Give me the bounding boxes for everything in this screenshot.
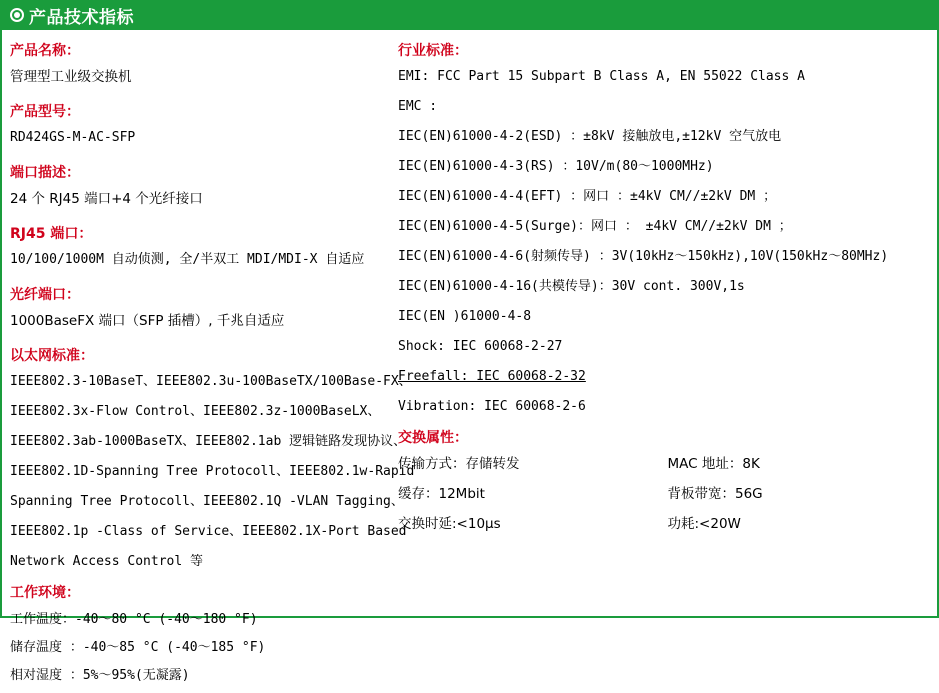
section-fiber-port (10, 284, 398, 331)
section-industry-standards (398, 40, 937, 417)
section-product-name (10, 40, 398, 87)
ethernet-line: IEEE802.3-10BaseT、IEEE802.3u-100BaseTX/100Base-FX、 (10, 374, 412, 389)
section-heading: 光纤端口： (10, 287, 80, 303)
section-rj45-port (10, 223, 398, 270)
right-column (398, 40, 937, 693)
industry-line: EMC : (398, 99, 438, 114)
section-body: 管理型工业级交换机 (10, 69, 132, 85)
section-heading: 工作环境： (10, 585, 80, 601)
left-column (2, 40, 415, 693)
industry-line: EMI: FCC Part 15 Subpart B Class A, EN 55022 Class A (398, 69, 805, 84)
industry-line: Freefall: IEC 60068-2-32 (398, 369, 586, 384)
ethernet-line: IEEE802.1p -Class of Service、IEEE802.1X-Port Based (10, 524, 407, 539)
section-working-environment (10, 582, 398, 687)
content-columns (2, 30, 937, 693)
section-heading: 交换属性： (398, 430, 468, 446)
section-body: RD424GS-M-AC-SFP (10, 130, 136, 145)
industry-line: IEC(EN)61000-4-3(RS) ：10V/m(80～1000MHz) (398, 159, 714, 174)
section-ethernet-standards (10, 345, 415, 572)
section-product-model (10, 101, 398, 148)
switching-cell: MAC 地址：8K (667, 456, 760, 472)
switching-grid (398, 454, 937, 544)
switching-cell: 交换时延:<10μs (398, 516, 501, 532)
page-title: 产品技术指标 (29, 7, 134, 27)
section-heading: 端口描述： (10, 165, 80, 181)
industry-line: Shock: IEC 60068-2-27 (398, 339, 563, 354)
industry-line: IEC(EN)61000-4-6(射频传导) ：3V(10kHz～150kHz),10V(150kHz～80MHz) (398, 249, 889, 264)
ethernet-line: Spanning Tree Protocoll、IEEE802.1Q -VLAN Tagging、 (10, 494, 404, 509)
section-heading: 行业标准： (398, 43, 468, 59)
section-body: 10/100/1000M 自动侦测, 全/半双工 MDI/MDI-X 自适应 (10, 252, 365, 267)
industry-line: IEC(EN )61000-4-8 (398, 309, 532, 324)
section-body: 1000BaseFX 端口（SFP 插槽）, 千兆自适应 (10, 313, 285, 329)
section-heading: 产品型号： (10, 104, 80, 120)
industry-line: IEC(EN)61000-4-5(Surge)：网口 ： ±4kV CM//±2kV DM ； (398, 219, 792, 234)
industry-line: Vibration: IEC 60068-2-6 (398, 399, 586, 414)
industry-line: IEC(EN)61000-4-4(EFT) ：网口 ：±4kV CM//±2kV DM ； (398, 189, 777, 204)
environment-line: 相对湿度 ：5%～95%(无凝露) (10, 668, 190, 683)
ethernet-line: IEEE802.3x-Flow Control、IEEE802.3z-1000BaseLX、 (10, 404, 381, 419)
switching-cell: 功耗:<20W (667, 516, 741, 532)
section-switching-attributes (398, 427, 937, 544)
industry-line: IEC(EN)61000-4-16(共模传导)：30V cont. 300V,1s (398, 279, 745, 294)
section-body: 24 个 RJ45 端口+4 个光纤接口 (10, 191, 203, 207)
bullseye-icon (10, 8, 24, 22)
environment-line: 储存温度 ：-40～85 °C (-40～185 °F) (10, 640, 266, 655)
section-heading: RJ45 端口： (10, 226, 93, 242)
industry-line: IEC(EN)61000-4-2(ESD) ：±8kV 接触放电,±12kV 空气放电 (398, 129, 782, 144)
section-port-description (10, 162, 398, 209)
section-heading: 以太网标准： (10, 348, 94, 364)
ethernet-line: Network Access Control 等 (10, 554, 204, 569)
ethernet-line: IEEE802.3ab-1000BaseTX、IEEE802.1ab 逻辑链路发现协议、 (10, 434, 407, 449)
section-heading: 产品名称： (10, 43, 80, 59)
page-header (2, 0, 937, 30)
ethernet-line: IEEE802.1D-Spanning Tree Protocoll、IEEE802.1w-Rapid (10, 464, 415, 479)
environment-line: 工作温度：-40～80 °C (-40～180 °F) (10, 612, 258, 627)
switching-cell: 传输方式：存储转发 (398, 456, 520, 472)
switching-cell: 背板带宽：56G (667, 486, 763, 502)
switching-cell: 缓存：12Mbit (398, 486, 485, 502)
